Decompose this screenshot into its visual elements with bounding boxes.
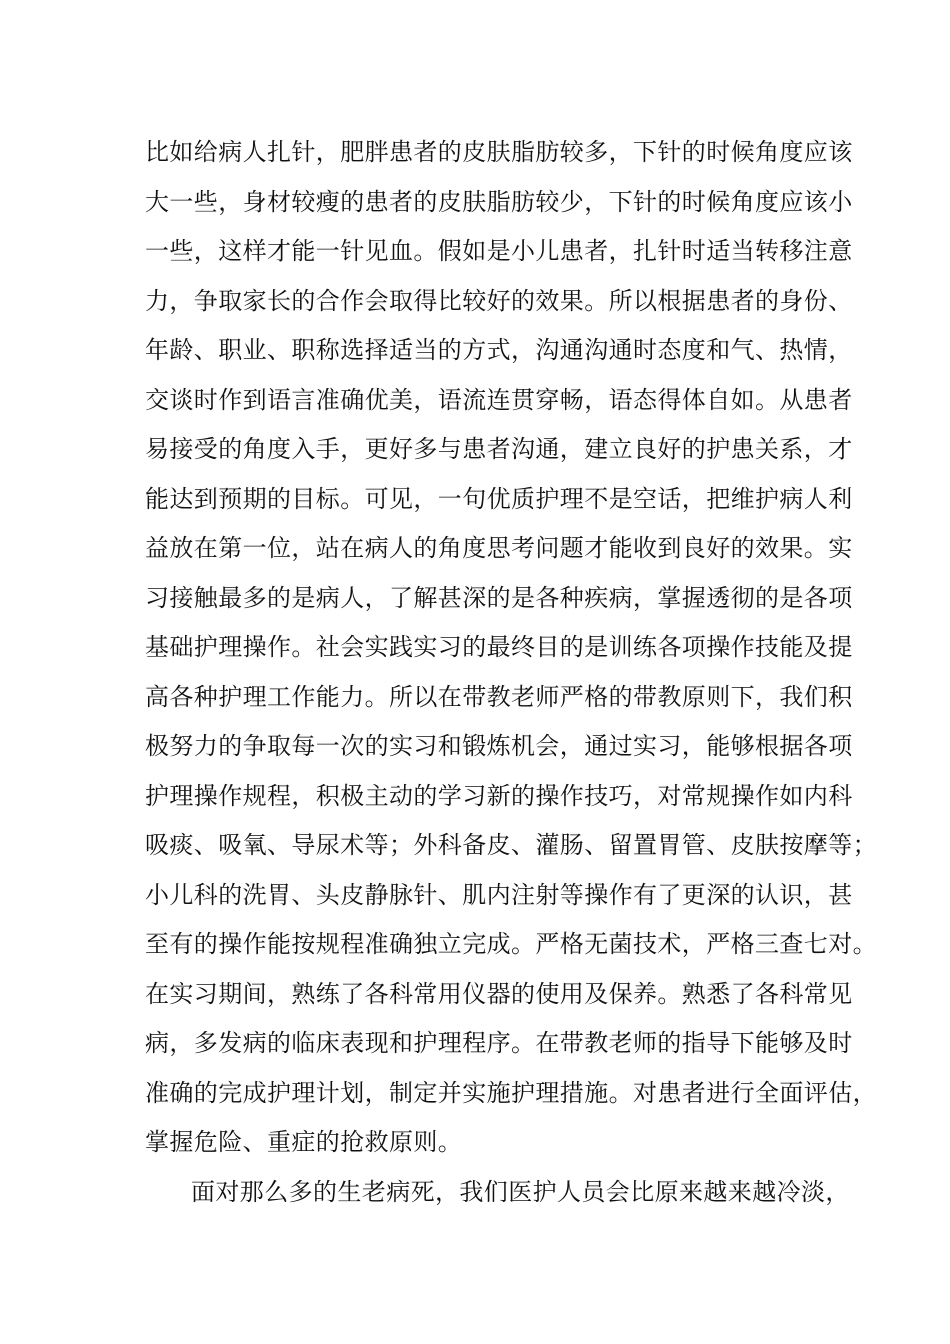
text-line: 病，多发病的临床表现和护理程序。在带教老师的指导下能够及时 [145,1029,853,1057]
text-line: 大一些，身材较瘦的患者的皮肤脂肪较少，下针的时候角度应该小 [145,187,853,216]
text-line: 年龄、职业、职称选择适当的方式，沟通沟通时态度和气、热情， [145,336,853,364]
text-line: 吸痰、吸氧、导尿术等；外科备皮、灌肠、留置胃管、皮肤按摩等； [145,831,877,859]
text-line: 益放在第一位，站在病人的角度思考问题才能收到良好的效果。实 [145,534,853,562]
text-line: 极努力的争取每一次的实习和锻炼机会，通过实习，能够根据各项 [145,732,853,760]
text-line: 比如给病人扎针，肥胖患者的皮肤脂肪较多，下针的时候角度应该 [145,138,853,166]
text-line: 小儿科的洗胃、头皮静脉针、肌内注射等操作有了更深的认识，甚 [145,880,853,909]
text-line: 准确的完成护理计划，制定并实施护理措施。对患者进行全面评估， [145,1078,877,1107]
paragraph-start-line: 面对那么多的生老病死，我们医护人员会比原来越来越冷淡， [191,1177,850,1206]
text-line: 习接触最多的是病人，了解甚深的是各种疾病，掌握透彻的是各项 [145,583,853,612]
text-line: 易接受的角度入手，更好多与患者沟通，建立良好的护患关系，才 [145,435,853,463]
text-line: 高各种护理工作能力。所以在带教老师严格的带教原则下，我们积 [145,682,853,711]
text-line: 一些，这样才能一针见血。假如是小儿患者，扎针时适当转移注意 [145,237,853,265]
text-line: 力，争取家长的合作会取得比较好的效果。所以根据患者的身份、 [145,286,853,315]
text-line: 能达到预期的目标。可见，一句优质护理不是空话，把维护病人利 [145,484,853,513]
text-line: 至有的操作能按规程准确独立完成。严格无菌技术，严格三查七对。 [145,930,877,958]
text-line: 掌握危险、重症的抢救原则。 [145,1128,463,1156]
text-line: 护理操作规程，积极主动的学习新的操作技巧，对常规操作如内科 [145,781,853,810]
body-text [145,128,877,1217]
text-line: 基础护理操作。社会实践实习的最终目的是训练各项操作技能及提 [145,633,853,661]
text-line: 交谈时作到语言准确优美，语流连贯穿畅，语态得体自如。从患者 [145,385,853,414]
text-line: 在实习期间，熟练了各科常用仪器的使用及保养。熟悉了各科常见 [145,979,853,1008]
